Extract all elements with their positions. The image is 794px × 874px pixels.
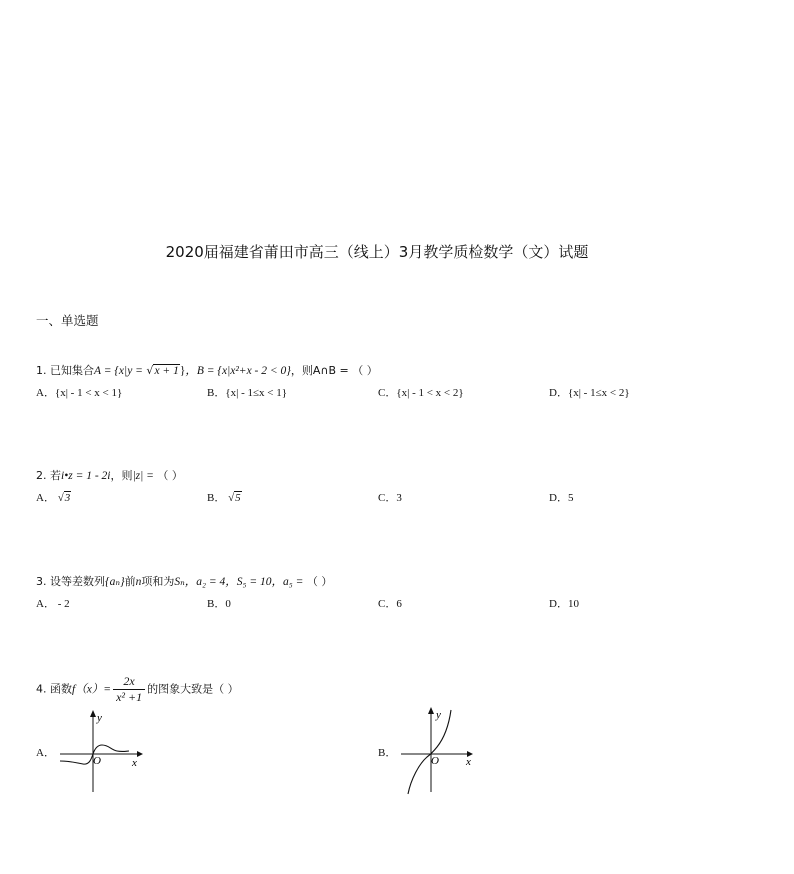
graph-a-y-label: y — [97, 712, 102, 724]
q2-option-b-root: 5 — [235, 492, 241, 504]
q1-set-a-end: } — [179, 365, 186, 377]
q4-stem-end: 的图象大致是（ ） — [147, 682, 239, 696]
q4-option-b[interactable]: B． — [378, 747, 397, 759]
q4-numerator: 2x — [113, 674, 145, 690]
q3-option-d[interactable]: D．10 — [549, 598, 579, 610]
q2-option-d[interactable] — [549, 489, 573, 505]
q1-set-a: A = {x|y = — [94, 365, 143, 377]
q3-stem-end: （ ） — [306, 575, 333, 588]
graph-a-origin-label: O — [93, 755, 101, 767]
q3-option-a[interactable]: A． - 2 — [36, 598, 70, 610]
graph-b-curve — [408, 710, 451, 794]
q2-option-b-label: B． — [207, 492, 226, 504]
q1-set-a-root: x + 1 — [154, 365, 179, 377]
graph-a-x-label: x — [132, 757, 137, 769]
q1-option-a[interactable]: A．{x| - 1 < x < 1} — [36, 387, 123, 399]
q3-sn: Sₙ，a₂ = 4，S₅ = 10，a₅ = — [174, 576, 304, 588]
q1-option-c[interactable]: C．{x| - 1 < x < 2} — [378, 387, 464, 399]
q4-fraction — [113, 674, 145, 705]
q2-option-d-label: D． — [549, 492, 568, 504]
question-1-stem: 1. 已知集合A = {x|y = √x + 1}，B = {x|x²+x - 2 < 0}，则A∩B = （ ） — [36, 364, 378, 377]
q2-option-b[interactable]: B． √5 — [207, 492, 241, 504]
q1-stem-end: ，则A∩B = （ ） — [290, 364, 378, 377]
q3-n: n — [135, 576, 142, 588]
q3-option-c[interactable]: C．6 — [378, 598, 402, 610]
q2-option-c[interactable] — [378, 489, 402, 505]
q2-option-a[interactable]: A． √3 — [36, 492, 71, 504]
q2-option-a-label: A． — [36, 492, 55, 504]
section-heading: 一、单选题 — [36, 313, 99, 328]
q2-option-c-label: C． — [378, 492, 397, 504]
q1-option-d[interactable]: D．{x| - 1≤x < 2} — [549, 387, 630, 399]
q4-stem-start: 4. 函数 — [36, 682, 72, 696]
q1-set-b: ，B = {x|x²+x - 2 < 0} — [185, 365, 291, 377]
question-4-stem — [36, 674, 239, 705]
q4-graph-a[interactable] — [55, 706, 145, 794]
graph-b-y-label: y — [436, 709, 441, 721]
q4-option-a[interactable]: A． — [36, 747, 55, 759]
q3-option-b[interactable]: B．0 — [207, 598, 231, 610]
graph-a-y-arrow — [90, 710, 96, 717]
q3-seq: {aₙ} — [105, 576, 125, 588]
q2-option-c-value: 3 — [396, 492, 402, 504]
q1-option-b[interactable]: B．{x| - 1≤x < 1} — [207, 387, 288, 399]
q2-option-d-value: 5 — [567, 492, 574, 504]
q2-stem-mid: ，则 — [110, 469, 133, 482]
q2-stem-start: 2. 若 — [36, 469, 61, 482]
q4-graph-b[interactable] — [397, 704, 481, 796]
question-3-stem — [36, 573, 332, 589]
question-2-stem — [36, 467, 183, 483]
q3-stem-start: 3. 设等差数列 — [36, 575, 105, 588]
graph-b-x-label: x — [466, 756, 471, 768]
q3-stem-mid2: 项和为 — [141, 575, 175, 588]
q4-fx: f（x）= — [72, 683, 112, 696]
q2-option-a-root: 3 — [64, 492, 71, 504]
page-title: 2020届福建省莆田市高三（线上）3月教学质检数学（文）试题 — [165, 243, 589, 261]
q2-abs: |z| = — [132, 470, 154, 482]
q2-expr: i•z = 1 - 2i — [61, 470, 111, 482]
q4-denominator: x² +1 — [116, 690, 143, 704]
graph-a-x-arrow — [137, 751, 143, 757]
q3-stem-mid: 前 — [124, 575, 136, 588]
graph-b-y-arrow — [428, 707, 434, 714]
q1-stem-start: 1. 已知集合 — [36, 364, 94, 377]
q2-stem-end: （ ） — [157, 469, 183, 482]
graph-b-origin-label: O — [431, 755, 439, 767]
